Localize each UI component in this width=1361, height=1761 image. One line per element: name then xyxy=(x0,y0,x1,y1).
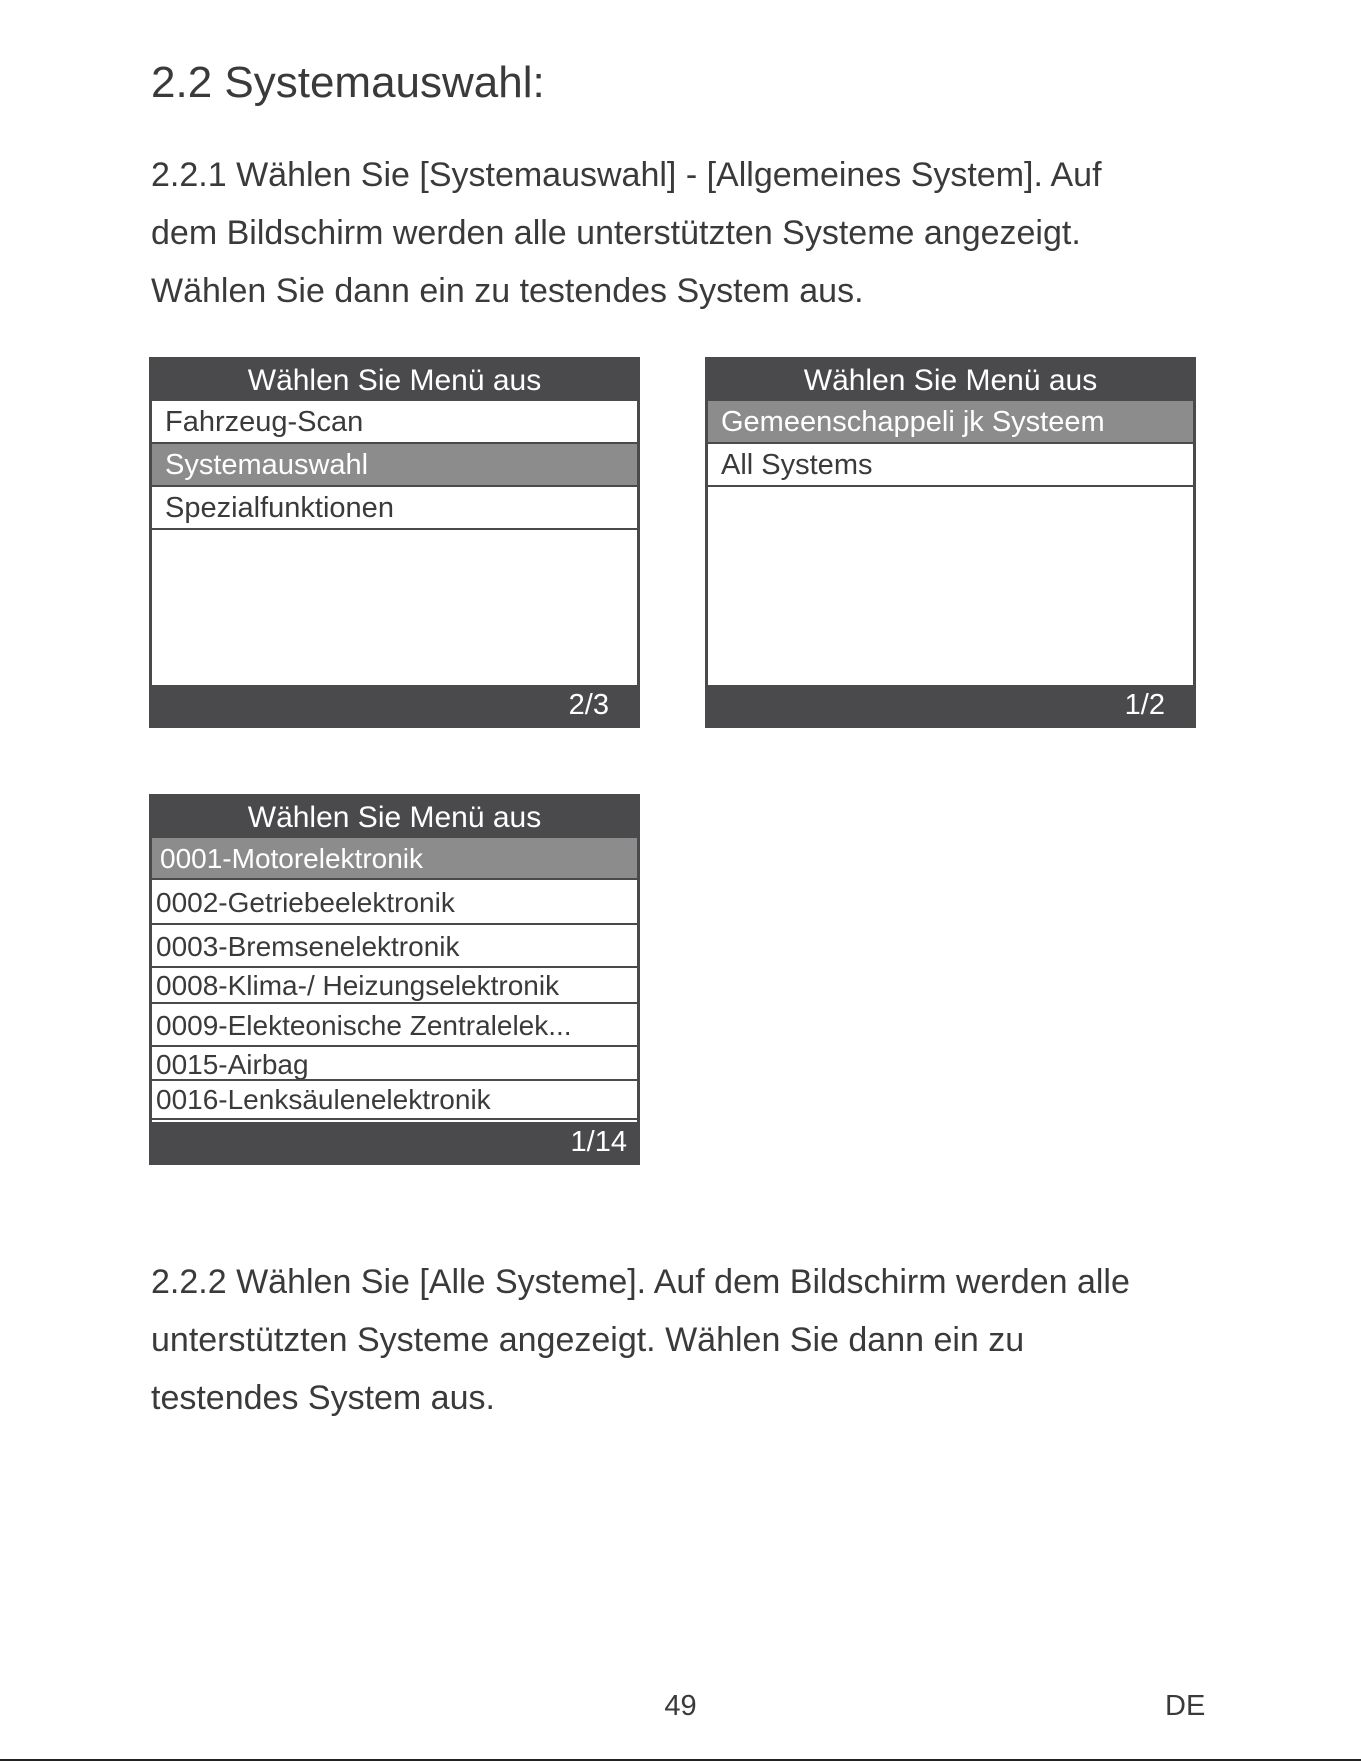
device-screen-system-list xyxy=(149,794,640,1165)
menu-item-system[interactable]: 0009-Elekteonische Zentralelek... xyxy=(152,1004,637,1047)
menu-item-system[interactable]: 0008-Klima-/ Heizungselektronik xyxy=(152,968,637,1004)
page-indicator: 1/14 xyxy=(152,1122,637,1162)
menu-item-system[interactable]: 0016-Lenksäulenelektronik xyxy=(152,1081,637,1120)
device-screen-main-menu xyxy=(149,357,640,728)
paragraph-line: 2.2.2 Wählen Sie [Alle Systeme]. Auf dem Bildschirm werden alle xyxy=(151,1263,1130,1301)
menu-item-system[interactable]: 0001-Motorelektronik xyxy=(152,838,637,880)
menu-item-all-systems[interactable]: All Systems xyxy=(708,444,1193,487)
screen-title: Wählen Sie Menü aus xyxy=(152,797,637,838)
instruction-paragraph-2-2-1 xyxy=(151,146,1102,320)
page-indicator: 2/3 xyxy=(152,685,637,725)
paragraph-line: 2.2.1 Wählen Sie [Systemauswahl] - [Allgemeines System]. Auf xyxy=(151,156,1102,194)
paragraph-line: testendes System aus. xyxy=(151,1379,495,1417)
instruction-paragraph-2-2-2 xyxy=(151,1253,1130,1427)
menu-item-systemauswahl[interactable]: Systemauswahl xyxy=(152,444,637,487)
screen-title: Wählen Sie Menü aus xyxy=(708,360,1193,401)
page-indicator: 1/2 xyxy=(708,685,1193,725)
device-screen-system-selection xyxy=(705,357,1196,728)
paragraph-line: Wählen Sie dann ein zu testendes System aus. xyxy=(151,272,864,310)
menu-item-spezialfunktionen[interactable]: Spezialfunktionen xyxy=(152,487,637,530)
screen-title: Wählen Sie Menü aus xyxy=(152,360,637,401)
page-number: 49 xyxy=(664,1690,697,1722)
menu-list xyxy=(152,838,637,1120)
menu-list xyxy=(152,401,637,530)
menu-item-system[interactable]: 0002-Getriebeelektronik xyxy=(152,880,637,925)
menu-list xyxy=(708,401,1193,487)
menu-item-fahrzeug-scan[interactable]: Fahrzeug-Scan xyxy=(152,401,637,444)
language-code: DE xyxy=(1165,1690,1206,1722)
paragraph-line: unterstützten Systeme angezeigt. Wählen Sie dann ein zu xyxy=(151,1321,1025,1359)
menu-item-system[interactable]: 0015-Airbag xyxy=(152,1047,637,1081)
menu-item-system[interactable]: 0003-Bremsenelektronik xyxy=(152,925,637,968)
section-heading: 2.2 Systemauswahl: xyxy=(151,58,545,107)
menu-item-common-system[interactable]: Gemeenschappeli jk Systeem xyxy=(708,401,1193,444)
paragraph-line: dem Bildschirm werden alle unterstützten Systeme angezeigt. xyxy=(151,214,1081,252)
